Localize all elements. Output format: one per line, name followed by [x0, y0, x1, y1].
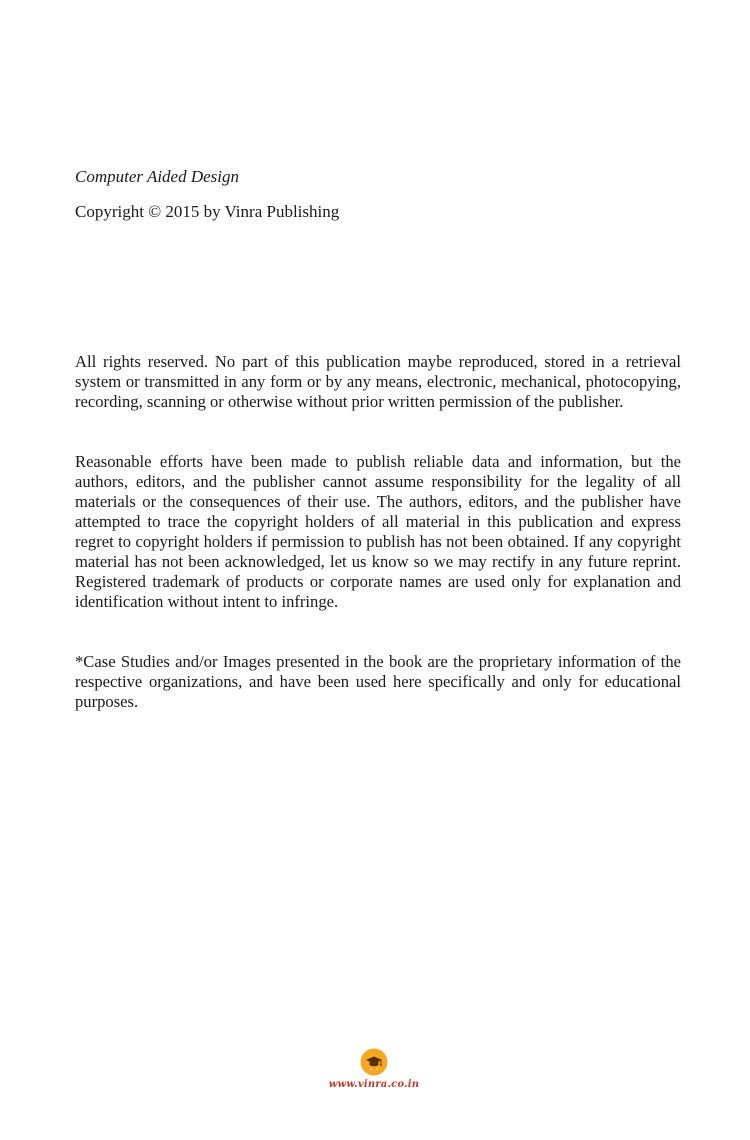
- book-title: Computer Aided Design: [75, 167, 240, 186]
- copyright-line: Copyright © 2015 by Vinra Publishing: [75, 202, 340, 221]
- graduation-cap-icon: [360, 1048, 388, 1076]
- case-studies-paragraph: *Case Studies and/or Images presented in the book are the proprietary information of the respective organizations, and have been used here specifically and only for educational purposes.: [75, 652, 681, 711]
- disclaimer-paragraph: Reasonable efforts have been made to publish reliable data and information, but the authors, editors, and the publisher cannot assume responsibility for the legality of all materials or the consequences of their use. The authors, editors, and the publisher have attempted to trace the copyright holders of all material in this publication and express regret to copyright holders if permission to publish has not been obtained. If any copyright material has not been acknowledged, let us know so we may rectify in any future reprint. Registered trademark of products or corporate names are used only for explanation and identification without intent to infringe.: [75, 452, 681, 611]
- publisher-logo: [360, 1048, 388, 1076]
- rights-paragraph: All rights reserved. No part of this publication maybe reproduced, stored in a retrieval system or transmitted in any form or by any means, electronic, mechanical, photocopying, recording, scanning or otherwise without prior written permission of the publisher.: [75, 352, 681, 411]
- publisher-url[interactable]: www.vinra.co.in: [328, 1079, 420, 1090]
